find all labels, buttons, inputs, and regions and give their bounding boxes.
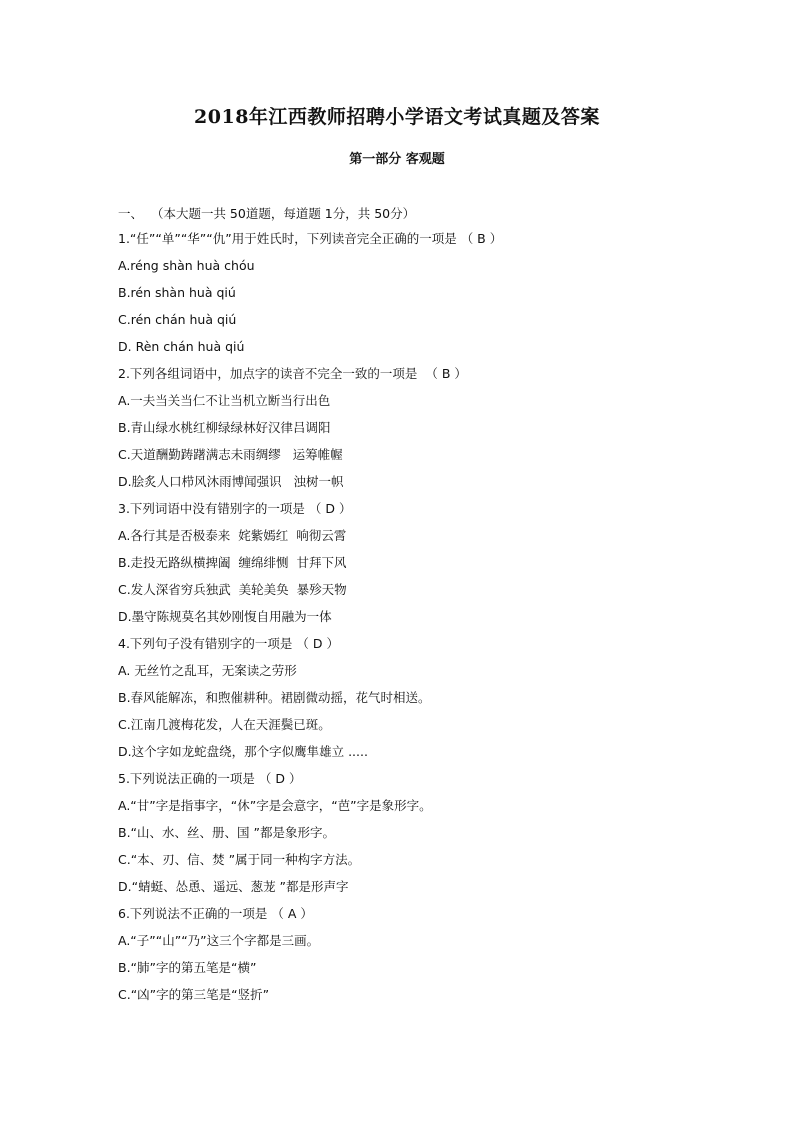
- question-stem: 3.下列词语中没有错别字的一项是 （ D ）: [118, 501, 352, 516]
- answer-option: A.一夫当关当仁不让当机立断当行出色: [118, 393, 331, 408]
- answer-option: B.走投无路纵横捭阖 缠绵绯恻 甘拜下风: [118, 555, 347, 570]
- question-list: [118, 229, 738, 1012]
- answer-option: D.脍炙人口栉风沐雨博闻强识 浊树一帜: [118, 474, 344, 489]
- answer-option: A.réng shàn huà chóu: [118, 258, 255, 273]
- answer-option: B.春风能解冻，和煦催耕种。裙剧微动摇，花气时相送。: [118, 690, 431, 705]
- answer-option: B.“肺”字的第五笔是“横”: [118, 960, 257, 975]
- question-stem: 4.下列句子没有错别字的一项是 （ D ）: [118, 636, 339, 651]
- answer-option: C.发人深省穷兵独武 美轮美奂 暴殄天物: [118, 582, 347, 597]
- answer-option: C.“凶”字的第三笔是“竖折”: [118, 987, 270, 1002]
- answer-option: D.这个字如龙蛇盘绕，那个字似鹰隼雄立 .....: [118, 744, 368, 759]
- question-stem: 2.下列各组词语中，加点字的读音不完全一致的一项是 （ B ）: [118, 366, 467, 381]
- answer-option: B.青山绿水桃红柳绿绿林好汉律吕调阳: [118, 420, 331, 435]
- answer-option: C.“本、刃、信、焚 ”属于同一种构字方法。: [118, 852, 361, 867]
- answer-option: A.“甘”字是指事字，“休”字是会意字，“芭”字是象形字。: [118, 798, 432, 813]
- answer-option: D.“蜻蜓、怂恿、遥远、葱茏 ”都是形声字: [118, 879, 349, 894]
- question-stem: 1.“任”“单”“华”“仇”用于姓氏时，下列读音完全正确的一项是 （ B ）: [118, 231, 503, 246]
- answer-option: D.墨守陈规莫名其妙刚愎自用融为一体: [118, 609, 332, 624]
- answer-option: A. 无丝竹之乱耳，无案读之劳形: [118, 663, 297, 678]
- part-heading: 第一部分 客观题: [349, 152, 445, 167]
- answer-option: A.“子”“山”“乃”这三个字都是三画。: [118, 933, 320, 948]
- section-heading: 一、 （本大题一共 50道题，每道题 1分，共 50分）: [118, 206, 416, 221]
- answer-option: C.天道酬勤踌躇满志未雨绸缪 运筹帷幄: [118, 447, 343, 462]
- answer-option: B.“山、水、丝、册、国 ”都是象形字。: [118, 825, 335, 840]
- answer-option: B.rén shàn huà qiú: [118, 285, 236, 300]
- answer-option: A.各行其是否极泰来 姹紫嫣红 响彻云霄: [118, 528, 347, 543]
- question-stem: 6.下列说法不正确的一项是 （ A ）: [118, 906, 313, 921]
- answer-option: C.rén chán huà qiú: [118, 312, 237, 327]
- question-stem: 5.下列说法正确的一项是 （ D ）: [118, 771, 302, 786]
- answer-option: C.江南几渡梅花发，人在天涯鬓已斑。: [118, 717, 331, 732]
- answer-option: D. Rèn chán huà qiú: [118, 339, 245, 354]
- document-title: 2018年江西教师招聘小学语文考试真题及答案: [194, 106, 600, 128]
